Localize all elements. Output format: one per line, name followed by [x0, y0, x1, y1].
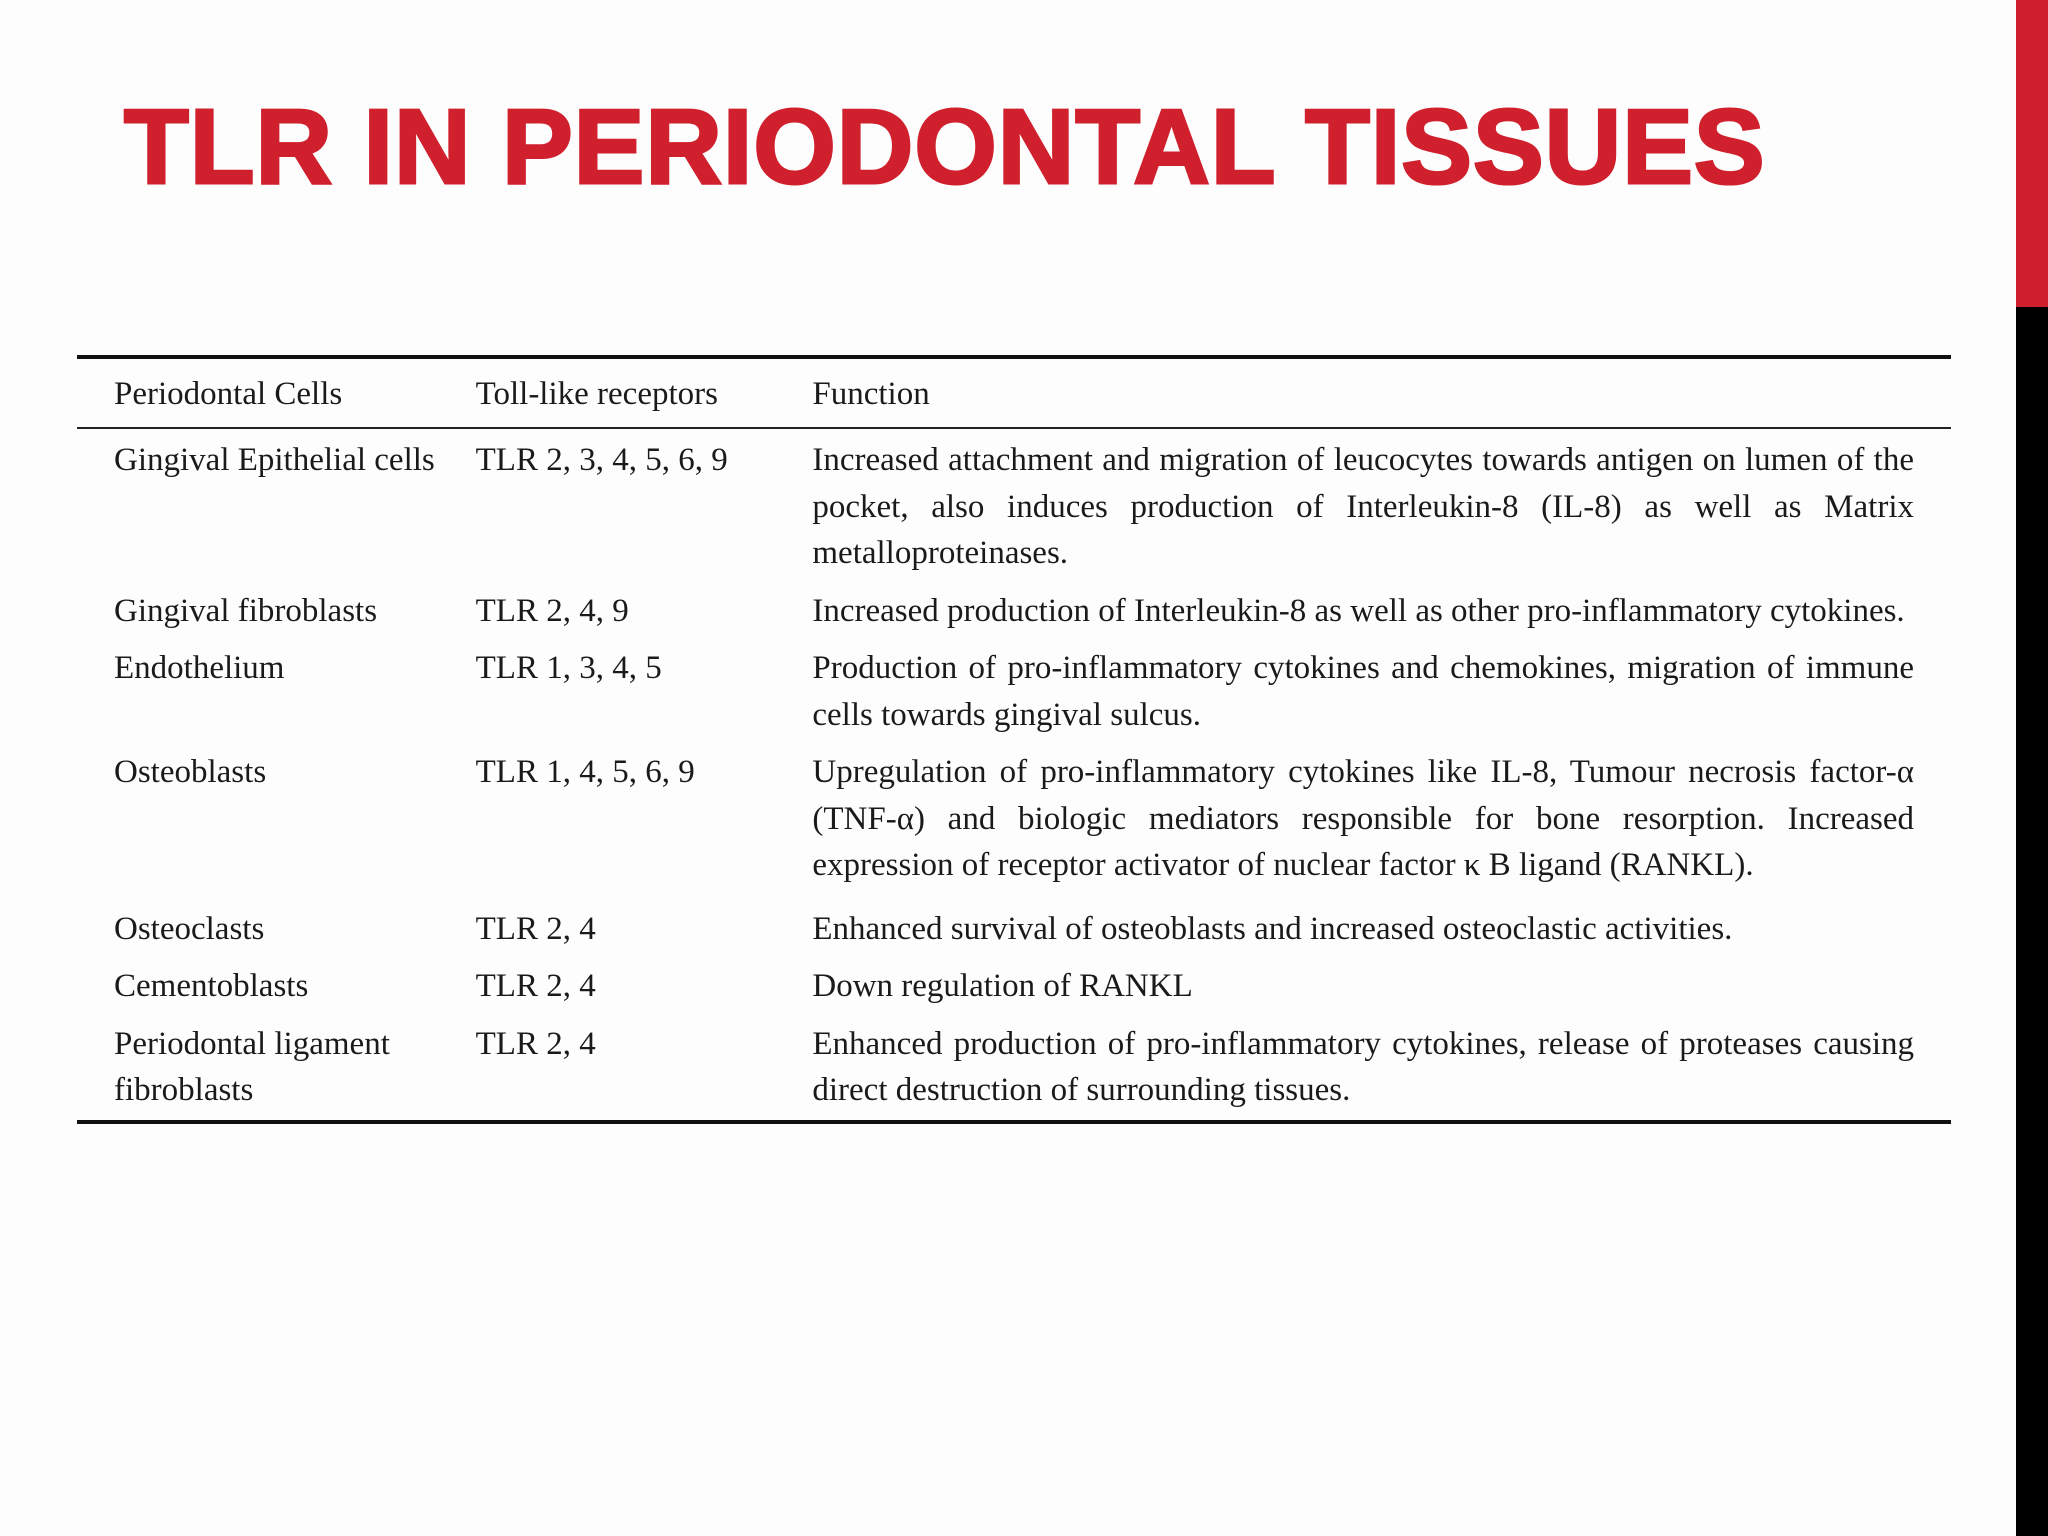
cell-function: Upregulation of pro-inflammatory cytokines like IL-8, Tumour necrosis factor-α (TNF-α) and biologic mediators responsible for bone resorption. Increased expression of receptor activator of nuclear factor κ B ligand (RANKL). [812, 754, 1914, 883]
cell-periodontal-cell: Cementoblasts [114, 968, 309, 1004]
header-row [77, 357, 1951, 428]
cell-periodontal-cell: Gingival Epithelial cells [114, 442, 435, 478]
cell-periodontal-cell: Endothelium [114, 650, 285, 686]
cell-periodontal-cell: Gingival fibroblasts [114, 592, 378, 629]
cell-tlr: TLR 2, 4, 9 [475, 592, 629, 629]
table-row [77, 743, 1951, 900]
cell-function: Down regulation of RANKL [812, 968, 1193, 1004]
cell-function: Enhanced survival of osteoblasts and increased osteoclastic activities. [812, 910, 1733, 947]
header-toll-like-receptors: Toll-like receptors [476, 357, 813, 428]
cell-function: Increased production of Interleukin-8 as well as other pro-inflammatory cytokines. [812, 592, 1905, 629]
cell-function: Production of pro-inflammatory cytokines and chemokines, migration of immune cells towards gingival sulcus. [812, 650, 1914, 733]
tlr-table [77, 355, 1951, 1124]
header-periodontal-cells: Periodontal Cells [77, 357, 476, 428]
cell-tlr: TLR 2, 4 [475, 968, 596, 1004]
accent-bar-bottom [2016, 307, 2048, 1536]
cell-periodontal-cell: Osteoblasts [114, 754, 267, 790]
table-row [77, 900, 1951, 958]
slide-title: TLR IN PERIODONTAL TISSUES [124, 88, 1766, 206]
table-row [77, 639, 1951, 743]
table-row [77, 1015, 1951, 1122]
cell-tlr: TLR 2, 4 [475, 910, 596, 947]
table-row [77, 582, 1951, 640]
table-row [77, 428, 1951, 582]
cell-tlr: TLR 1, 4, 5, 6, 9 [475, 754, 695, 790]
accent-bar-top [2016, 0, 2048, 307]
cell-periodontal-cell: Osteoclasts [114, 910, 265, 947]
cell-tlr: TLR 2, 3, 4, 5, 6, 9 [475, 442, 728, 478]
cell-periodontal-cell: Periodontal ligament fibroblasts [114, 1025, 390, 1108]
cell-tlr: TLR 2, 4 [475, 1025, 596, 1062]
table-header [77, 357, 1951, 428]
header-function: Function [812, 357, 1951, 428]
cell-tlr: TLR 1, 3, 4, 5 [475, 650, 662, 686]
tlr-table-container [77, 355, 1951, 1124]
cell-function: Enhanced production of pro-inflammatory cytokines, release of proteases causing direct destruction of surrounding tissues. [812, 1025, 1914, 1108]
table-body [77, 428, 1951, 1122]
table-row [77, 957, 1951, 1015]
cell-function: Increased attachment and migration of leucocytes towards antigen on lumen of the pocket, also induces production of Interleukin-8 (IL-8) as well as Matrix metalloproteinases. [812, 442, 1914, 571]
